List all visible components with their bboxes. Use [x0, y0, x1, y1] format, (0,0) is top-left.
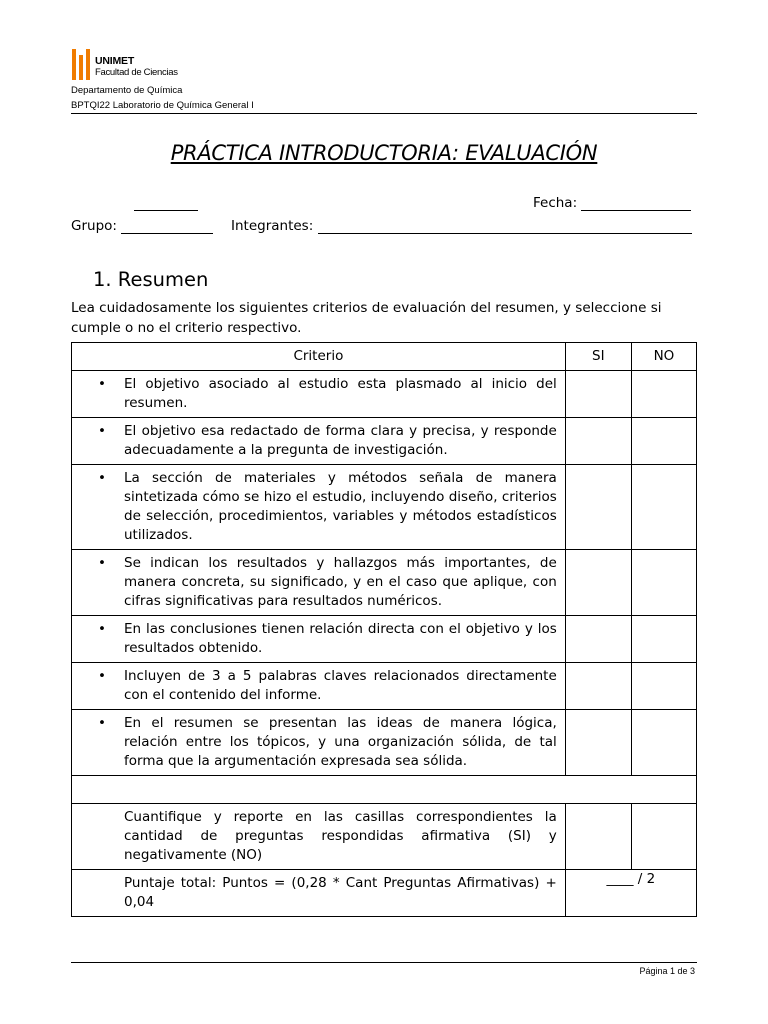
table-row: [72, 371, 697, 418]
section-intro: Lea cuidadosamente los siguientes criterios de evaluación del resumen, y seleccione si cumple o no el criterio respectivo.: [71, 300, 662, 336]
total-text: Puntaje total: Puntos = (0,28 * Cant Preguntas Afirmativas) + 0,04: [124, 875, 557, 910]
si-count-cell[interactable]: [565, 804, 631, 870]
integrantes-field: [231, 218, 692, 234]
integrantes-input[interactable]: [318, 218, 692, 234]
bullet-icon: •: [98, 715, 106, 731]
total-score[interactable]: ____ / 2: [565, 870, 696, 917]
empty-row: [72, 776, 697, 804]
course-label: BPTQI22 Laboratorio de Química General I: [71, 100, 254, 111]
no-checkbox-cell[interactable]: [631, 616, 696, 663]
logo-subtitle: Facultad de Ciencias: [95, 67, 178, 78]
criterion-text: Se indican los resultados y hallazgos más importantes, de manera concreta, su significado, y en el caso que aplique, con cifras significativas para resultados numéricos.: [124, 555, 557, 609]
no-count-cell[interactable]: [631, 804, 696, 870]
bullet-icon: •: [98, 470, 106, 486]
table-header-row: [72, 343, 697, 371]
si-checkbox-cell[interactable]: [565, 371, 631, 418]
no-checkbox-cell[interactable]: [631, 710, 696, 776]
table-row: [72, 710, 697, 776]
header-divider: [71, 113, 697, 114]
criterion-text: La sección de materiales y métodos señala de manera sintetizada cómo se hizo el estudio, incluyendo diseño, criterios de selección, procedimientos, variables y métodos estadísticos utilizados.: [124, 470, 557, 543]
no-header: NO: [631, 343, 696, 371]
criterion-text: En las conclusiones tienen relación directa con el objetivo y los resultados obtenido.: [124, 621, 557, 656]
quantify-row: [72, 804, 697, 870]
page-title: PRÁCTICA INTRODUCTORIA: EVALUACIÓN: [170, 141, 598, 165]
si-checkbox-cell[interactable]: [565, 710, 631, 776]
criteria-table: [71, 342, 697, 917]
no-checkbox-cell[interactable]: [631, 418, 696, 465]
si-checkbox-cell[interactable]: [565, 663, 631, 710]
table-row: [72, 663, 697, 710]
grupo-field: [71, 218, 213, 234]
bullet-icon: •: [98, 668, 106, 684]
integrantes-label: Integrantes:: [231, 218, 314, 234]
no-checkbox-cell[interactable]: [631, 371, 696, 418]
fecha-field: [533, 195, 691, 211]
si-checkbox-cell[interactable]: [565, 616, 631, 663]
no-checkbox-cell[interactable]: [631, 550, 696, 616]
fecha-label: Fecha:: [533, 195, 578, 211]
si-checkbox-cell[interactable]: [565, 550, 631, 616]
grupo-input[interactable]: [121, 218, 213, 234]
table-row: [72, 418, 697, 465]
page-number: Página 1 de 3: [639, 966, 695, 976]
bullet-icon: •: [98, 621, 106, 637]
unlabeled-field[interactable]: [134, 195, 198, 211]
bullet-icon: •: [98, 423, 106, 439]
footer-divider: [71, 962, 697, 963]
table-row: [72, 616, 697, 663]
table-row: [72, 550, 697, 616]
department-label: Departamento de Química: [71, 85, 183, 96]
quantify-text: Cuantifique y reporte en las casillas correspondientes la cantidad de preguntas respondidas afirmativa (SI) y negativamente (NO): [124, 809, 557, 863]
criterion-text: El objetivo esa redactado de forma clara y precisa, y responde adecuadamente a la pregunta de investigación.: [124, 423, 557, 458]
bullet-icon: •: [98, 376, 106, 392]
criterio-header: Criterio: [72, 343, 566, 371]
criterion-text: En el resumen se presentan las ideas de manera lógica, relación entre los tópicos, y una organización sólida, de tal forma que la argumentación expresada sea sólida.: [124, 715, 557, 769]
criterion-text: Incluyen de 3 a 5 palabras claves relacionados directamente con el contenido del informe.: [124, 668, 557, 703]
bullet-icon: •: [98, 555, 106, 571]
no-checkbox-cell[interactable]: [631, 465, 696, 550]
table-row: [72, 465, 697, 550]
section-heading: 1. Resumen: [93, 268, 209, 291]
fecha-input[interactable]: [581, 195, 691, 211]
si-checkbox-cell[interactable]: [565, 465, 631, 550]
no-checkbox-cell[interactable]: [631, 663, 696, 710]
criterion-text: El objetivo asociado al estudio esta plasmado al inicio del resumen.: [124, 376, 557, 411]
si-header: SI: [565, 343, 631, 371]
grupo-label: Grupo:: [71, 218, 117, 234]
total-row: [72, 870, 697, 917]
si-checkbox-cell[interactable]: [565, 418, 631, 465]
logo-name: UNIMET: [95, 55, 135, 67]
